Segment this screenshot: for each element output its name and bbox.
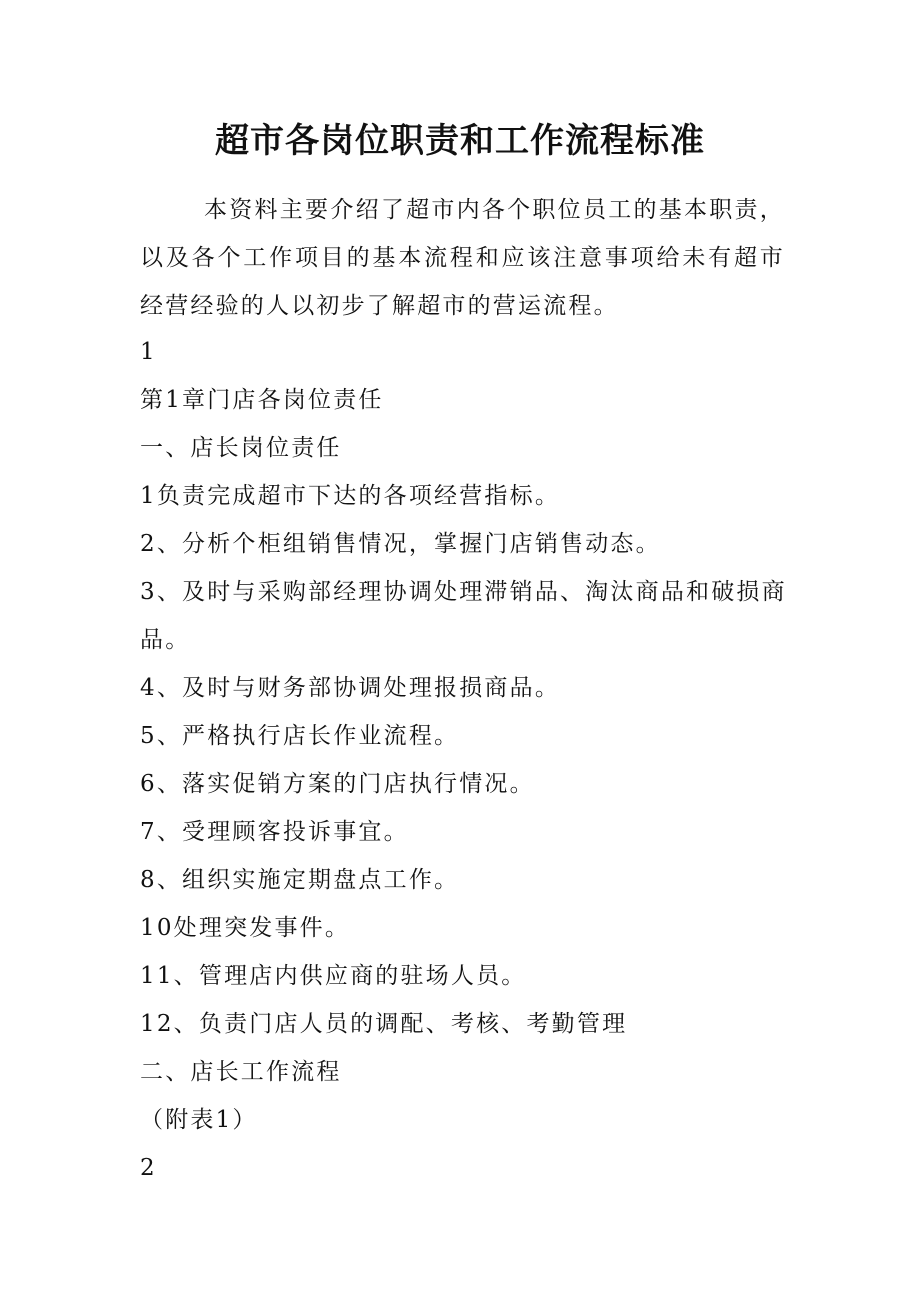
duty-item-5: 5、严格执行店长作业流程。 — [140, 723, 460, 749]
duty-item-12: 12、负责门店人员的调配、考核、考勤管理 — [140, 1011, 628, 1037]
page-number-2: 2 — [140, 1155, 157, 1181]
section-heading-manager-workflow: 二、店长工作流程 — [140, 1059, 342, 1085]
duty-item-8: 8、组织实施定期盘点工作。 — [140, 867, 460, 893]
duty-item-7: 7、受理顾客投诉事宜。 — [140, 819, 409, 845]
duty-item-1: 1负责完成超市下达的各项经营指标。 — [140, 483, 561, 509]
document-title: 超市各岗位职责和工作流程标准 — [215, 121, 705, 161]
intro-paragraph: 本资料主要介绍了超市内各个职位员工的基本职责，以及各个工作项目的基本流程和应该注意事项给未有超市经营经验的人以初步了解超市的营运流程。 — [140, 197, 785, 319]
body-lines — [140, 328, 790, 1192]
duty-item-4: 4、及时与财务部协调处理报损商品。 — [140, 675, 561, 701]
duty-item-11: 11、管理店内供应商的驻场人员。 — [140, 963, 527, 989]
appendix-reference: （附表1） — [140, 1107, 258, 1133]
duty-item-2: 2、分析个柜组销售情况，掌握门店销售动态。 — [140, 531, 661, 557]
section-heading-manager-duties: 一、店长岗位责任 — [140, 435, 342, 461]
duty-item-3: 3、及时与采购部经理协调处理滞销品、淘汰商品和破损商品。 — [140, 579, 787, 653]
duty-item-10: 10处理突发事件。 — [140, 915, 351, 941]
chapter-heading: 第1章门店各岗位责任 — [140, 387, 384, 413]
page-number-1: 1 — [140, 339, 157, 365]
duty-item-6: 6、落实促销方案的门店执行情况。 — [140, 771, 535, 797]
